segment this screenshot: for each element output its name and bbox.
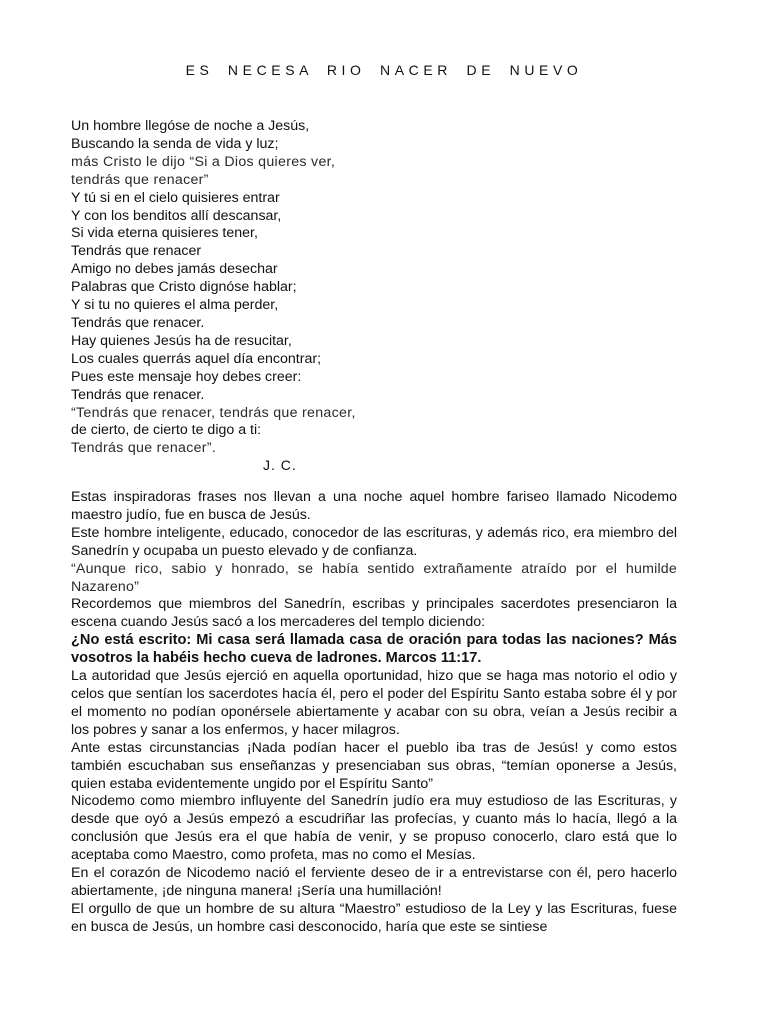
- poem-line: Un hombre llegóse de noche a Jesús,: [71, 118, 310, 134]
- paragraph: Estas inspiradoras frases nos llevan a una noche aquel hombre fariseo llamado Nicodemo maestro judío, fue en busca de Jesús.: [71, 489, 677, 523]
- paragraph: Nicodemo como miembro influyente del Sanedrín judío era muy estudioso de las Escrituras, y desde que oyó a Jesús empezó a escudriñar las profecías, y cuanto más lo hacía, llegó a la conclusión que Jesús era el que había de venir, y se propuso conocerlo, claro está que lo aceptaba como Maestro, como profeta, mas no como el Mesías.: [71, 793, 677, 864]
- poem-line: Y si tu no quieres el alma perder,: [71, 297, 279, 314]
- paragraph: Ante estas circunstancias ¡Nada podían hacer el pueblo iba tras de Jesús! y como estos también escuchaban sus enseñanzas y presenciaban sus obras, “temían oponerse a Jesús, quien estaba evidentemente ungido por el Espíritu Santo”: [71, 739, 677, 792]
- poem-line: Los cuales querrás aquel día encontrar;: [71, 350, 322, 367]
- paragraph: La autoridad que Jesús ejerció en aquella oportunidad, hizo que se haga mas notorio el odio y celos que sentían los sacerdotes hacía él, pero el poder del Espíritu Santo estaba sobre él y por el momento no podían oponérsele abiertamente y acabar con su obra, veían a Jesús recibir a los pobres y sanar a los enfermos, y hacer milagros.: [71, 668, 677, 738]
- signature: J. C.: [263, 457, 297, 473]
- poem-line: Tendrás que renacer: [71, 243, 202, 260]
- poem-line: Y con los benditos allí descansar,: [71, 207, 282, 224]
- poem-line: Buscando la senda de vida y luz;: [71, 135, 279, 152]
- poem-line: de cierto, de cierto te digo a ti:: [71, 422, 262, 439]
- poem-line: Tendrás que renacer.: [71, 386, 205, 403]
- quote-paragraph: “Aunque rico, sabio y honrado, se había sentido extrañamente atraído por el humilde Nazareno”: [71, 560, 677, 595]
- prose-body: [71, 489, 677, 937]
- poem-line: Pues este mensaje hoy debes creer:: [71, 368, 302, 385]
- poem: [71, 118, 691, 458]
- bible-quote: ¿No está escrito: Mi casa será llamada casa de oración para todas las naciones? Más vosotros la habéis hecho cueva de ladrones. Marcos 11:17.: [71, 632, 677, 667]
- paragraph: Este hombre inteligente, educado, conocedor de las escrituras, y además rico, era miembro del Sanedrín y ocupaba un puesto elevado y de confianza.: [71, 524, 677, 559]
- poem-line: Tendrás que renacer”.: [71, 440, 217, 457]
- poem-line: “Tendrás que renacer, tendrás que renacer,: [71, 404, 356, 421]
- document-title: ES NECESA RIO NACER DE NUEVO: [185, 62, 583, 78]
- poem-line: Si vida eterna quisieres tener,: [71, 225, 258, 242]
- poem-line: más Cristo le dijo “Si a Dios quieres ver,: [71, 153, 336, 170]
- poem-line: Palabras que Cristo dignóse hablar;: [71, 279, 297, 296]
- poem-line: Y tú si en el cielo quisieres entrar: [71, 189, 280, 206]
- poem-line: Hay quienes Jesús ha de resucitar,: [71, 332, 292, 349]
- poem-line: tendrás que renacer”: [71, 171, 209, 188]
- paragraph: Recordemos que miembros del Sanedrín, escribas y principales sacerdotes presenciaron la escena cuando Jesús sacó a los mercaderes del templo diciendo:: [71, 596, 677, 631]
- poem-line: Tendrás que renacer.: [71, 314, 205, 331]
- poem-line: Amigo no debes jamás desechar: [71, 261, 278, 278]
- paragraph: En el corazón de Nicodemo nació el ferviente deseo de ir a entrevistarse con él, pero hacerlo abiertamente, ¡de ninguna manera! ¡Sería una humillación!: [71, 865, 677, 899]
- paragraph: El orgullo de que un hombre de su altura “Maestro” estudioso de la Ley y las Escrituras, fuese en busca de Jesús, un hombre casi desconocido, haría que este se sintiese: [71, 900, 677, 935]
